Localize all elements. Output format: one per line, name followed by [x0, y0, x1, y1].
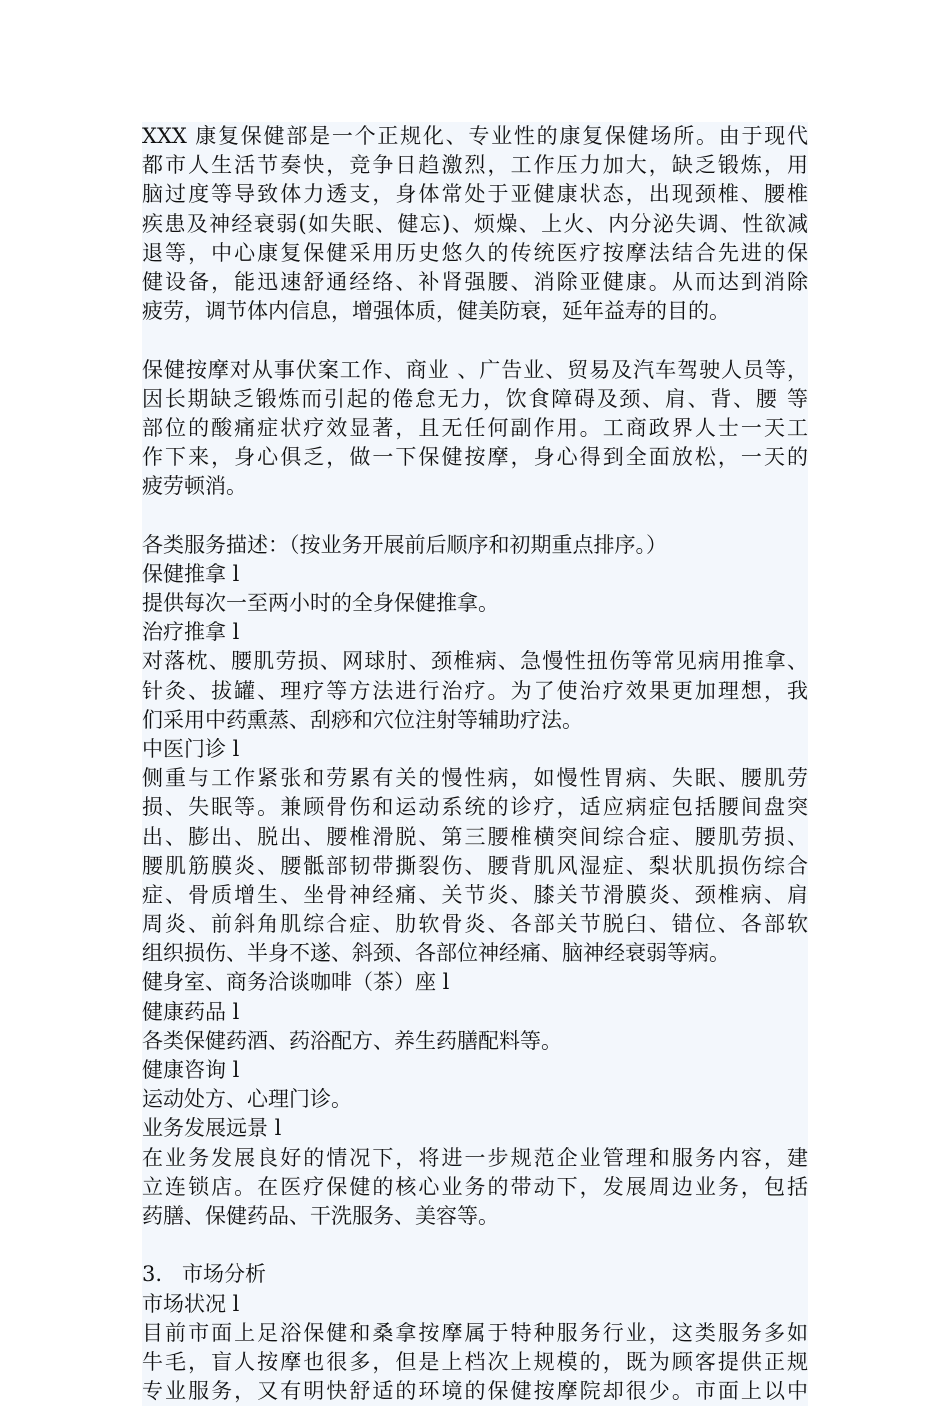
service-description: 立连锁店。在医疗保健的核心业务的带动下，发展周边业务，包括: [142, 1174, 808, 1199]
text-line: 因长期缺乏锻炼而引起的倦怠无力，饮食障碍及颈、肩、背、腰 等: [142, 386, 808, 411]
service-title: 中医门诊 l: [142, 736, 240, 761]
service-description: 症、骨质增生、坐骨神经痛、关节炎、膝关节滑膜炎、颈椎病、肩: [142, 882, 808, 907]
paragraph-spacer: [142, 1231, 808, 1260]
text-line: 健设备，能迅速舒通经络、补肾强腰、消除亚健康。从而达到消除: [142, 269, 808, 294]
service-description: 对落枕、腰肌劳损、网球肘、颈椎病、急慢性扭伤等常见病用推拿、: [142, 649, 808, 674]
intro-paragraph: [142, 122, 808, 326]
section-heading: 3. 市场分析: [142, 1262, 267, 1287]
service-description: 周炎、前斜角肌综合症、肋软骨炎、各部关节脱臼、错位、各部软: [142, 912, 808, 937]
text-line: 疲劳顿消。: [142, 474, 247, 499]
service-description: 运动处方、心理门诊。: [142, 1087, 352, 1112]
text-line: 退等，中心康复保健采用历史悠久的传统医疗按摩法结合先进的保: [142, 240, 808, 265]
service-description: 损、失眠等。兼顾骨伤和运动系统的诊疗，适应病症包括腰间盘突: [142, 795, 808, 820]
service-description: 提供每次一至两小时的全身保健推拿。: [142, 591, 499, 615]
massage-paragraph: [142, 356, 808, 502]
service-description: 出、膨出、脱出、腰椎滑脱、第三腰椎横突间综合症、腰肌劳损、: [142, 824, 808, 849]
text-line: 疲劳，调节体内信息，增强体质，健美防衰，延年益寿的目的。: [142, 299, 730, 324]
text-line: 作下来，身心俱乏，做一下保健按摩，身心得到全面放松，一天的: [142, 445, 808, 470]
service-description: 药膳、保健药品、干洗服务、美容等。: [142, 1203, 499, 1228]
service-description: 组织损伤、半身不遂、斜颈、各部位神经痛、脑神经衰弱等病。: [142, 941, 730, 966]
service-description: 在业务发展良好的情况下，将进一步规范企业管理和服务内容，建: [142, 1145, 808, 1170]
service-title: 健康咨询 l: [142, 1058, 240, 1082]
text-line: 保健按摩对从事伏案工作、商业 、广告业、贸易及汽车驾驶人员等，: [142, 357, 808, 382]
paragraph-spacer: [142, 326, 808, 355]
service-title: 业务发展远景 l: [142, 1116, 282, 1141]
text-line: 疾患及神经衰弱(如失眠、健忘)、烦燥、上火、内分泌失调、性欲减: [142, 211, 808, 236]
service-description: 侧重与工作紧张和劳累有关的慢性病，如慢性胃病、失眠、腰肌劳: [142, 766, 808, 791]
service-title: 治疗推拿 l: [142, 620, 240, 645]
market-description: 专业服务，又有明快舒适的环境的保健按摩院却很少。市面上以中: [142, 1379, 808, 1404]
text-line: 都市人生活节奏快，竞争日趋激烈，工作压力加大，缺乏锻炼，用: [142, 153, 808, 178]
service-title: 健身室、商务洽谈咖啡（茶）座 l: [142, 970, 450, 995]
service-description: 腰肌筋膜炎、腰骶部韧带撕裂伤、腰背肌风湿症、梨状肌损伤综合: [142, 853, 808, 878]
subsection-title: 市场状况 l: [142, 1291, 240, 1316]
service-title: 健康药品 l: [142, 999, 240, 1024]
service-title: 保健推拿 l: [142, 561, 240, 586]
market-description: 牛毛，盲人按摩也很多，但是上档次上规模的，既为顾客提供正规: [142, 1349, 808, 1374]
market-description: 目前市面上足浴保健和桑拿按摩属于特种服务行业，这类服务多如: [142, 1320, 808, 1345]
text-line: 部位的酸痛症状疗效显著，且无任何副作用。工商政界人士一天工: [142, 415, 808, 440]
document-body: [142, 122, 808, 1406]
text-line: XXX 康复保健部是一个正规化、专业性的康复保健场所。由于现代: [142, 124, 808, 148]
text-line: 脑过度等导致体力透支，身体常处于亚健康状态，出现颈椎、腰椎: [142, 182, 808, 207]
service-description: 针灸、拔罐、理疗等方法进行治疗。为了使治疗效果更加理想，我: [142, 678, 808, 703]
service-description: 各类保健药酒、药浴配方、养生药膳配料等。: [142, 1028, 562, 1053]
service-description: 们采用中药熏蒸、刮痧和穴位注射等辅助疗法。: [142, 707, 583, 732]
paragraph-spacer: [142, 501, 808, 530]
services-intro: 各类服务描述：（按业务开展前后顺序和初期重点排序。）: [142, 532, 667, 557]
